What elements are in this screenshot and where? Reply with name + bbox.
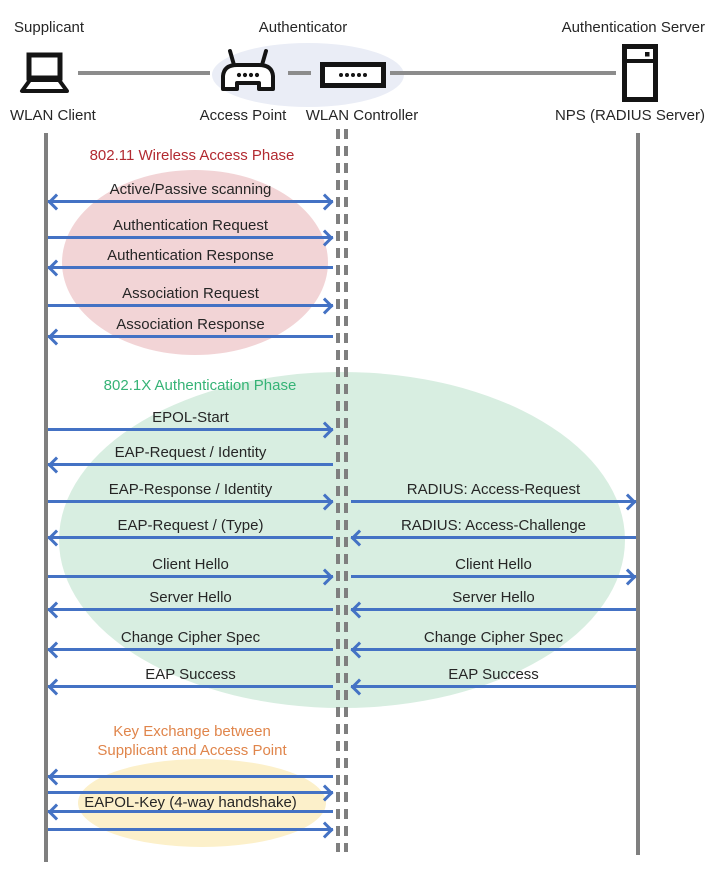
message-eap-success-line — [351, 685, 636, 688]
phase3-title-line2: Supplicant and Access Point — [97, 742, 287, 759]
message-authentication-request-line — [48, 236, 333, 239]
message-eap-request-type-label: EAP-Request / (Type) — [117, 517, 264, 534]
actor-title-authentication-server: Authentication Server — [561, 19, 705, 36]
phase2-title: 802.1X Authentication Phase — [103, 377, 297, 394]
message-eap-request-identity-label: EAP-Request / Identity — [114, 444, 267, 461]
message-eap-response-identity-label: EAP-Response / Identity — [108, 481, 273, 498]
message-association-response-label: Association Response — [116, 316, 265, 333]
actor-label-nps: NPS (RADIUS Server) — [554, 107, 705, 124]
message-radius-access-challenge-label: RADIUS: Access-Challenge — [400, 517, 587, 534]
access-point-icon — [216, 48, 280, 92]
message-active-passive-scanning-label: Active/Passive scanning — [109, 181, 272, 198]
actor-label-wlan-controller: WLAN Controller — [305, 107, 419, 124]
message-authentication-response-line — [48, 266, 333, 269]
message-eap-success-line — [48, 685, 333, 688]
message-active-passive-scanning-line — [48, 200, 333, 203]
server-icon — [622, 44, 658, 102]
message-eapol-key-4-way-handshake-label: EAPOL-Key (4-way handshake) — [84, 794, 297, 811]
message-change-cipher-spec-label: Change Cipher Spec — [423, 629, 564, 646]
message-server-hello-label: Server Hello — [452, 589, 535, 606]
actor-title-supplicant: Supplicant — [14, 19, 85, 36]
actor-title-authenticator: Authenticator — [258, 19, 348, 36]
message-client-hello-line — [351, 575, 636, 578]
message-eap-success-label: EAP Success — [145, 666, 236, 683]
message-change-cipher-spec-line — [48, 648, 333, 651]
message-authentication-response-label: Authentication Response — [107, 247, 274, 264]
message-eap-success-label: EAP Success — [448, 666, 539, 683]
message-radius-access-challenge-line — [351, 536, 636, 539]
actor-label-wlan-client: WLAN Client — [10, 107, 96, 124]
message-client-hello-label: Client Hello — [152, 556, 229, 573]
arrowhead-left-icon — [48, 769, 65, 786]
message-eap-request-identity-line — [48, 463, 333, 466]
wlan-controller-icon — [320, 62, 386, 88]
message-radius-access-request-line — [351, 500, 636, 503]
message-eap-response-identity-line — [48, 500, 333, 503]
message-arrow-line — [48, 775, 333, 778]
phase1-title: 802.11 Wireless Access Phase — [89, 147, 295, 164]
message-client-hello-line — [48, 575, 333, 578]
message-eap-request-type-line — [48, 536, 333, 539]
connector-ap-controller — [288, 71, 311, 75]
lifeline-wlan-controller-right — [344, 129, 348, 852]
message-association-request-line — [48, 304, 333, 307]
message-radius-access-request-label: RADIUS: Access-Request — [406, 481, 581, 498]
lifeline-wlan-controller-left — [336, 129, 340, 852]
phase3-title — [52, 722, 332, 760]
connector-controller-server — [390, 71, 616, 75]
arrowhead-right-icon — [317, 822, 334, 839]
message-change-cipher-spec-label: Change Cipher Spec — [120, 629, 261, 646]
connector-client-ap — [78, 71, 210, 75]
message-association-request-label: Association Request — [122, 285, 259, 302]
message-client-hello-label: Client Hello — [455, 556, 532, 573]
lifeline-nps-server — [636, 133, 640, 855]
message-server-hello-line — [48, 608, 333, 611]
message-arrow-line — [48, 828, 333, 831]
message-epol-start-label: EPOL-Start — [152, 409, 229, 426]
message-server-hello-label: Server Hello — [149, 589, 232, 606]
message-epol-start-line — [48, 428, 333, 431]
message-authentication-request-label: Authentication Request — [112, 217, 269, 234]
message-change-cipher-spec-line — [351, 648, 636, 651]
message-association-response-line — [48, 335, 333, 338]
laptop-icon — [12, 52, 76, 94]
message-server-hello-line — [351, 608, 636, 611]
actor-label-access-point: Access Point — [199, 107, 287, 124]
phase3-title-line1: Key Exchange between — [113, 723, 271, 740]
